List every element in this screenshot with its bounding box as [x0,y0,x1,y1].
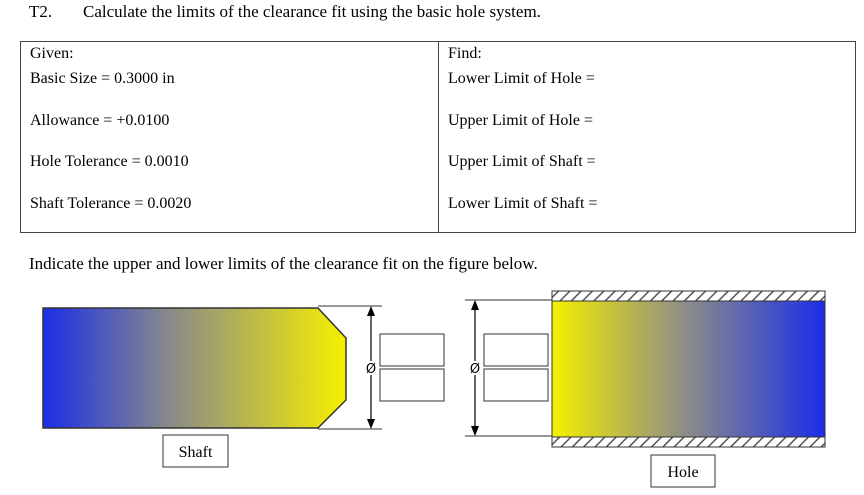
hole-label: Hole [667,464,699,481]
hole-wall-bottom [552,437,825,447]
hole-arrow-up-icon [471,300,479,310]
shaft-label: Shaft [178,444,213,461]
hole-upper-limit-box[interactable] [484,334,548,366]
shaft-upper-limit-box[interactable] [380,334,444,366]
find-upper-limit-hole: Upper Limit of Hole = [448,111,593,129]
hole-bore [552,301,825,437]
shaft-arrow-down-icon [367,419,375,429]
given-allowance: Allowance = +0.0100 [30,111,170,129]
task-number: T2. [29,2,53,21]
hole-lower-limit-box[interactable] [484,369,548,401]
shaft-diameter-symbol: Ø [365,362,377,377]
find-lower-limit-shaft: Lower Limit of Shaft = [448,194,598,212]
hole-wall-top [552,291,825,301]
hole-diameter-symbol: Ø [469,362,481,377]
find-header: Find: [448,45,482,62]
hole-arrow-down-icon [471,426,479,436]
given-hole-tolerance: Hole Tolerance = 0.0010 [30,153,189,170]
shaft-arrow-up-icon [367,306,375,316]
figure-instruction: Indicate the upper and lower limits of the clearance fit on the figure below. [29,254,538,273]
given-header: Given: [30,45,74,62]
shaft-body [43,308,346,428]
task-instruction: Calculate the limits of the clearance fit using the basic hole system. [83,2,541,21]
given-shaft-tolerance: Shaft Tolerance = 0.0020 [30,194,192,212]
find-upper-limit-shaft: Upper Limit of Shaft = [448,153,596,170]
shaft-lower-limit-box[interactable] [380,369,444,401]
find-lower-limit-hole: Lower Limit of Hole = [448,70,595,87]
given-basic-size: Basic Size = 0.3000 in [30,70,175,87]
